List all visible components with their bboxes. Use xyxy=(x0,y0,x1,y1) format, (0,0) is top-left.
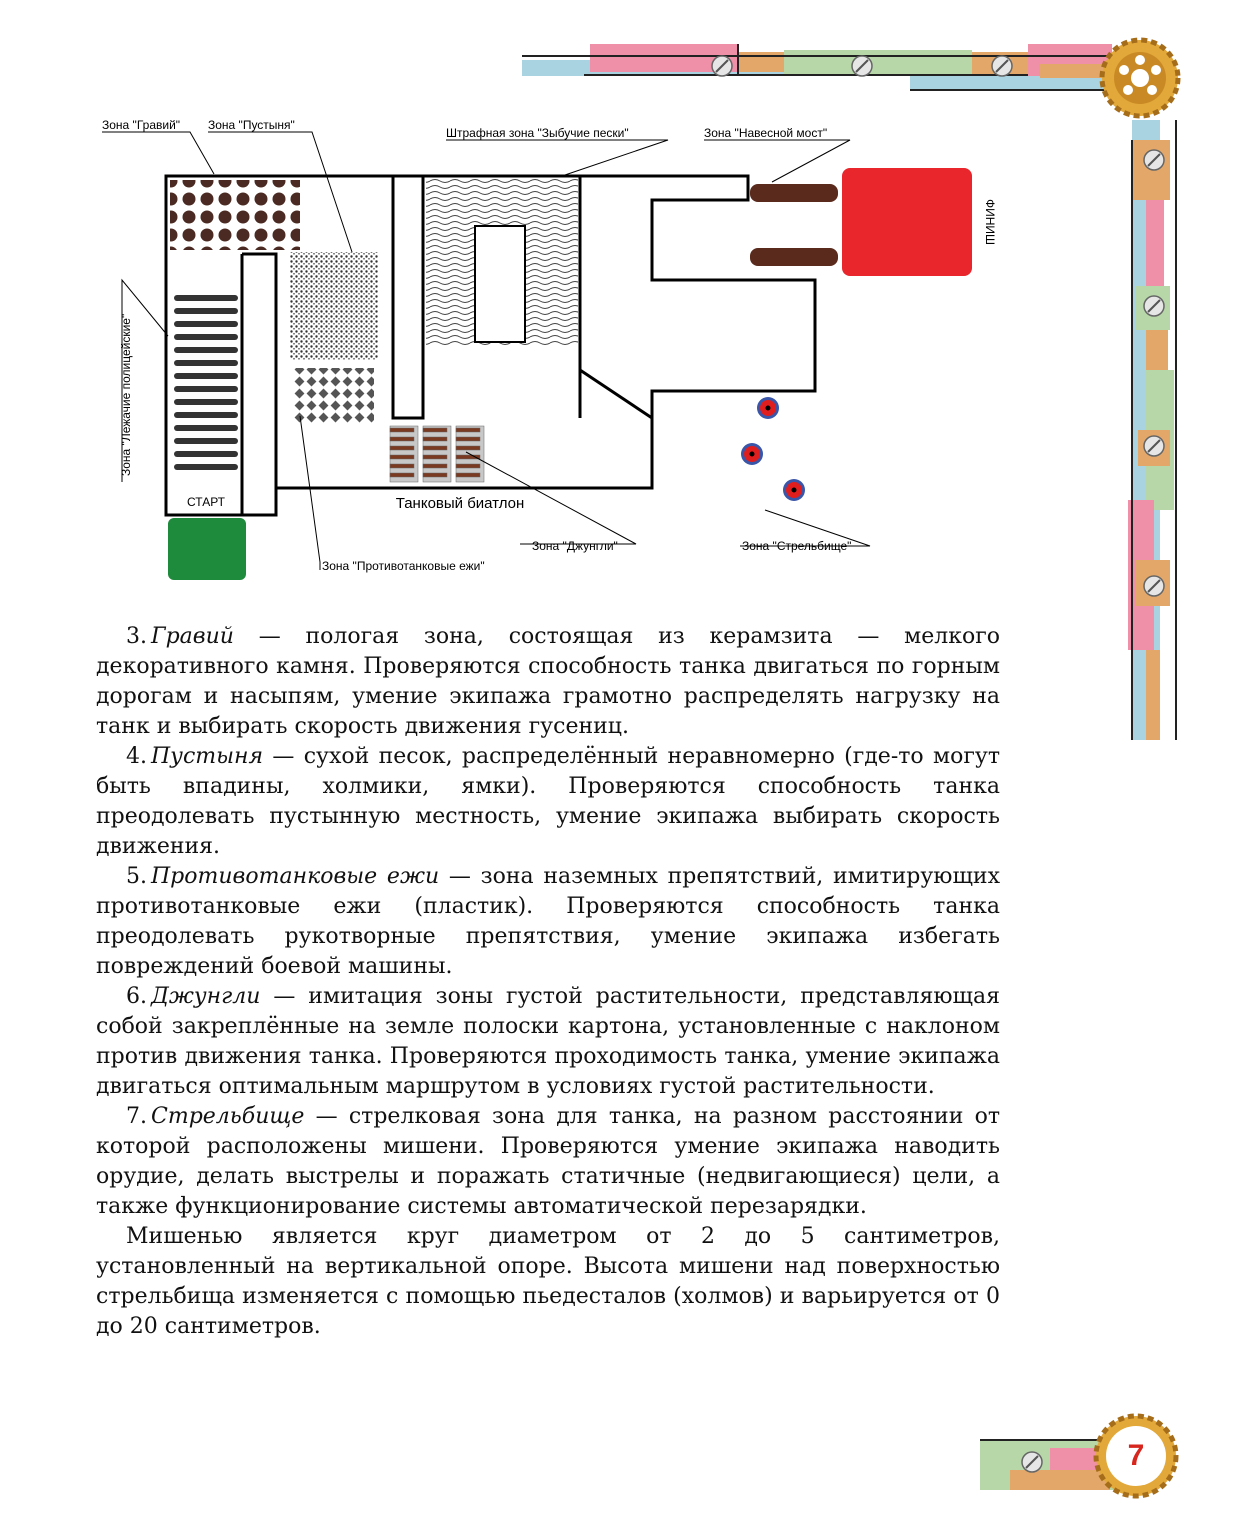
label-gravel-zone: Зона "Гравий" xyxy=(102,118,181,132)
label-bridge-zone: Зона "Навесной мост" xyxy=(704,126,828,140)
finish-label: ФИНИШ xyxy=(983,198,997,246)
desert-zone xyxy=(290,252,378,360)
label-hedgehogs-zone: Зона "Противотанковые ежи" xyxy=(322,559,485,573)
hedgehogs-zone xyxy=(294,368,374,424)
bridge-zone xyxy=(750,184,838,266)
start-label: СТАРТ xyxy=(187,495,225,509)
body-text xyxy=(96,622,1000,1342)
paragraph-range: 7. Стрельбище — стрелковая зона для танка, на разном расстоянии от которой расположены мишени. Проверяются умение экипажа наводить орудие, делать выстрелы и поражать статичные (недвигающиеся) цели, а также функционирование системы автоматической перезарядки. xyxy=(96,1104,1000,1219)
speed-bumps-zone xyxy=(174,295,238,470)
label-range-zone: Зона "Стрельбище" xyxy=(742,539,852,553)
paragraph-desert: 4. Пустыня — сухой песок, распределённый неравномерно (где-то могут быть впадины, холмики, ямки). Проверяются способность танка преодолевать пустынную местность, умение экипажа выбирать скорость движения. xyxy=(96,744,1000,859)
label-quicksand-zone: Штрафная зона "Зыбучие пески" xyxy=(446,126,629,140)
label-jungle-zone: Зона "Джунгли" xyxy=(532,539,618,553)
gear-icon xyxy=(1102,40,1178,116)
paragraph-hedgehogs: 5. Противотанковые ежи — зона наземных препятствий, имитирующих противотанковые ежи (пластик). Проверяются способность танка преодолевать рукотворные препятствия, умение экипажа избегать повреждений боевой машины. xyxy=(96,864,1000,979)
start-pad xyxy=(168,518,246,580)
paragraph-target: Мишенью является круг диаметром от 2 до 5 сантиметров, установленный на вертикальной опоре. Высота мишени над поверхностью стрельбища изменяется с помощью пьедесталов (холмов) и варьируется от 0 до 20 сантиметров. xyxy=(96,1224,1000,1339)
paragraph-jungle: 6. Джунгли — имитация зоны густой растительности, представляющая собой закреплённые на земле полоски картона, установленные с наклоном против движения танка. Проверяются проходимость танка, умение экипажа двигаться оптимальным маршрутом в условиях густой растительности. xyxy=(96,984,1000,1099)
finish-pad xyxy=(842,168,972,276)
label-speed-bumps-zone: Зона "Лежачие полицейские" xyxy=(119,313,133,476)
diagram-title: Танковый биатлон xyxy=(395,495,525,512)
paragraph-gravel: 3. Гравий — пологая зона, состоящая из керамзита — мелкого декоративного камня. Проверяются способность танка двигаться по горным дорогам и насыпям, умение экипажа грамотно распределять нагрузку на танк и выбирать скорость движения гусениц. xyxy=(96,624,1000,739)
track-diagram xyxy=(90,100,997,590)
label-desert-zone: Зона "Пустыня" xyxy=(208,118,295,132)
gravel-zone xyxy=(170,180,300,250)
page-number: 7 xyxy=(1127,1439,1145,1472)
target-icon xyxy=(741,397,805,501)
